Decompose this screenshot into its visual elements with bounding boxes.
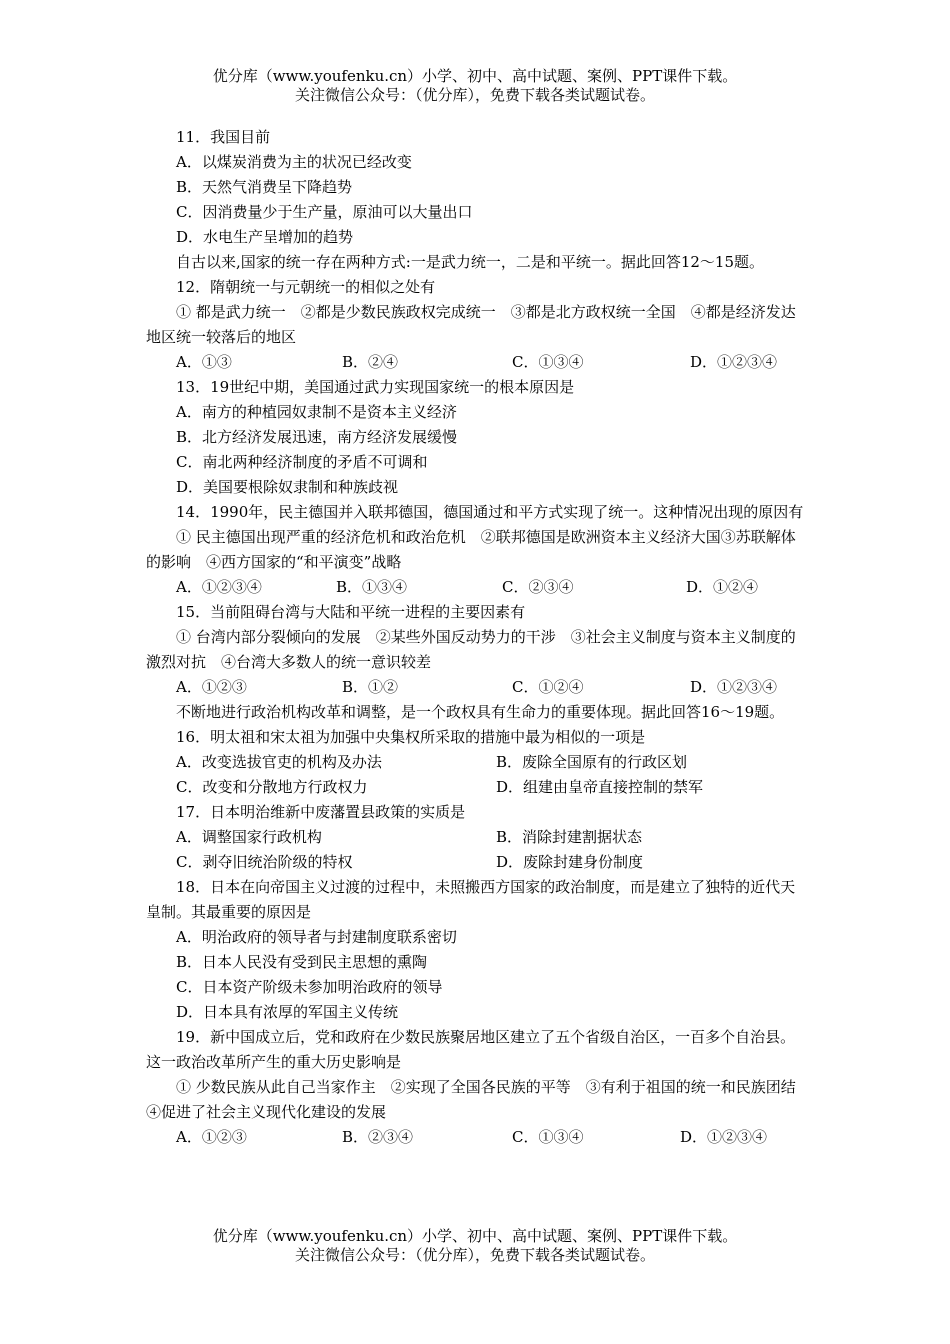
q16-option-a: A．改变选拔官吏的机构及办法 — [176, 753, 382, 771]
q15-stem: 15．当前阻碍台湾与大陆和平统一进程的主要因素有 — [176, 603, 526, 621]
page-header — [0, 67, 950, 105]
q16-stem: 16．明太祖和宋太祖为加强中央集权所采取的措施中最为相似的一项是 — [176, 728, 646, 746]
q17-options-row-1 — [146, 825, 810, 850]
header-line-2: 关注微信公众号：（优分库），免费下载各类试题试卷。 — [294, 86, 655, 104]
q11-option-d: D．水电生产呈增加的趋势 — [176, 228, 354, 246]
q12-options — [146, 350, 810, 375]
q18-option-d: D．日本具有浓厚的军国主义传统 — [176, 1003, 399, 1021]
q17-option-b: B．消除封建割据状态 — [496, 828, 643, 846]
q16-options-row-2 — [146, 775, 810, 800]
q19-option-d: D．①②③④ — [680, 1128, 768, 1146]
q15-options — [146, 675, 810, 700]
q16-option-c: C．改变和分散地方行政权力 — [176, 778, 368, 796]
q19-options — [146, 1125, 810, 1150]
q18-option-a: A．明治政府的领导者与封建制度联系密切 — [176, 928, 457, 946]
intro-unification: 自古以来,国家的统一存在两种方式:一是武力统一，二是和平统一。据此回答12～15题。 — [176, 253, 764, 271]
q19-option-c: C．①③④ — [512, 1128, 584, 1146]
q17-option-d: D．废除封建身份制度 — [496, 853, 644, 871]
page-footer — [0, 1227, 950, 1265]
q18-option-b: B．日本人民没有受到民主思想的熏陶 — [176, 953, 428, 971]
q14-stem: 14．1990年，民主德国并入联邦德国，德国通过和平方式实现了统一。这种情况出现的原因有 — [176, 503, 804, 521]
q19-statements: ① 少数民族从此自己当家作主 ②实现了全国各民族的平等 ③有利于祖国的统一和民族团结 ④促进了社会主义现代化建设的发展 — [146, 1078, 811, 1121]
q12-option-b: B．②④ — [342, 353, 399, 371]
q14-options — [146, 575, 810, 600]
q13-option-c: C．南北两种经济制度的矛盾不可调和 — [176, 453, 428, 471]
q12-option-c: C．①③④ — [512, 353, 584, 371]
q19-option-b: B．②③④ — [342, 1128, 414, 1146]
q12-statements: ① 都是武力统一 ②都是少数民族政权完成统一 ③都是北方政权统一全国 ④都是经济发达地区统一较落后的地区 — [146, 303, 796, 346]
q19-option-a: A．①②③ — [176, 1128, 247, 1146]
q13-option-d: D．美国要根除奴隶制和种族歧视 — [176, 478, 399, 496]
q12-option-d: D．①②③④ — [690, 353, 778, 371]
q17-option-c: C．剥夺旧统治阶级的特权 — [176, 853, 353, 871]
q16-options-row-1 — [146, 750, 810, 775]
q14-option-d: D．①②④ — [686, 578, 759, 596]
q13-option-a: A．南方的种植园奴隶制不是资本主义经济 — [176, 403, 457, 421]
footer-line-1: 优分库（www.youfenku.cn）小学、初中、高中试题、案例、PPT课件下载。 — [212, 1227, 738, 1245]
q15-option-a: A．①②③ — [176, 678, 247, 696]
q15-option-d: D．①②③④ — [690, 678, 778, 696]
q15-statements: ① 台湾内部分裂倾向的发展 ②某些外国反动势力的干涉 ③社会主义制度与资本主义制度的激烈对抗 ④台湾大多数人的统一意识较差 — [146, 628, 796, 671]
q14-option-a: A．①②③④ — [176, 578, 262, 596]
q15-option-c: C．①②④ — [512, 678, 584, 696]
q17-option-a: A．调整国家行政机构 — [176, 828, 322, 846]
q14-option-b: B．①③④ — [336, 578, 408, 596]
q17-options-row-2 — [146, 850, 810, 875]
q14-statements: ① 民主德国出现严重的经济危机和政治危机 ②联邦德国是欧洲资本主义经济大国③苏联解体的影响 ④西方国家的“和平演变”战略 — [146, 528, 796, 571]
q12-stem: 12．隋朝统一与元朝统一的相似之处有 — [176, 278, 436, 296]
q11-stem: 11．我国目前 — [176, 128, 271, 146]
q11-option-a: A．以煤炭消费为主的状况已经改变 — [176, 153, 412, 171]
q14-option-c: C．②③④ — [502, 578, 574, 596]
q12-option-a: A．①③ — [176, 353, 232, 371]
q15-option-b: B．①② — [342, 678, 399, 696]
q17-stem: 17．日本明治维新中废藩置县政策的实质是 — [176, 803, 466, 821]
q13-option-b: B．北方经济发展迅速，南方经济发展缓慢 — [176, 428, 458, 446]
exam-content — [146, 125, 810, 1150]
q18-stem: 18．日本在向帝国主义过渡的过程中，未照搬西方国家的政治制度，而是建立了独特的近代天皇制。其最重要的原因是 — [146, 878, 796, 921]
q18-option-c: C．日本资产阶级未参加明治政府的领导 — [176, 978, 443, 996]
q16-option-b: B．废除全国原有的行政区划 — [496, 753, 688, 771]
intro-reform: 不断地进行政治机构改革和调整，是一个政权具有生命力的重要体现。据此回答16～19题。 — [176, 703, 785, 721]
q16-option-d: D．组建由皇帝直接控制的禁军 — [496, 778, 704, 796]
footer-line-2: 关注微信公众号：（优分库），免费下载各类试题试卷。 — [294, 1246, 655, 1264]
q11-option-b: B．天然气消费呈下降趋势 — [176, 178, 353, 196]
q19-stem: 19．新中国成立后，党和政府在少数民族聚居地区建立了五个省级自治区，一百多个自治县。这一政治改革所产生的重大历史影响是 — [146, 1028, 796, 1071]
q13-stem: 13．19世纪中期，美国通过武力实现国家统一的根本原因是 — [176, 378, 575, 396]
q11-option-c: C．因消费量少于生产量，原油可以大量出口 — [176, 203, 473, 221]
header-line-1: 优分库（www.youfenku.cn）小学、初中、高中试题、案例、PPT课件下载。 — [212, 67, 738, 85]
